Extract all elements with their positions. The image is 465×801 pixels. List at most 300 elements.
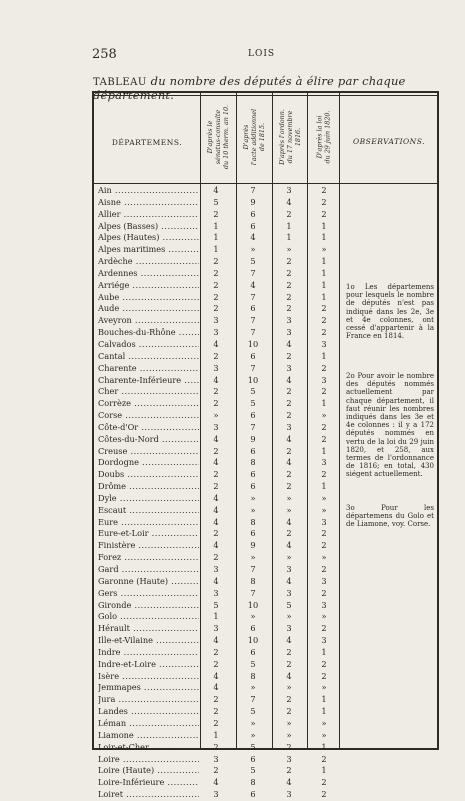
department-name: Côtes-du-Nord ..... [98, 434, 199, 446]
department-name: Bouches-du-Rhône ..... [98, 327, 199, 339]
deputy-count-col1: 3 [213, 753, 219, 764]
deputy-count-col3: 2 [286, 303, 292, 314]
deputy-count-col1: 2 [213, 694, 219, 705]
table-row [94, 339, 339, 351]
department-name: Allier ..... [98, 209, 199, 221]
deputy-count-col3: 3 [286, 587, 292, 598]
deputy-count-col3: 4 [286, 777, 292, 788]
deputy-count-col2: 6 [250, 220, 256, 231]
department-name: Hérault ..... [98, 623, 199, 635]
deputy-count-col1: 1 [213, 220, 219, 231]
deputy-count-col3: 2 [286, 528, 292, 539]
deputy-count-col2: 5 [250, 398, 256, 409]
table-row [94, 671, 339, 683]
department-name: Cher ..... [98, 386, 199, 398]
deputy-count-col3: 4 [286, 635, 292, 646]
department-name: Ardennes ..... [98, 268, 199, 280]
deputy-count-col3: » [286, 552, 292, 563]
table-row [94, 718, 339, 730]
deputy-count-col2: 7 [250, 291, 256, 302]
header-col3-text: D'après l'ordonn. du 17 novembre 1816. [277, 109, 302, 165]
deputy-count-col3: » [286, 682, 292, 693]
deputy-count-col4: 1 [321, 765, 327, 776]
table-row [94, 398, 339, 410]
department-name: Liamone ..... [98, 730, 199, 742]
deputy-count-col4: 3 [321, 374, 327, 385]
department-name: Gironde ..... [98, 600, 199, 612]
header-col3 [272, 97, 307, 177]
deputy-count-col3: 3 [286, 564, 292, 574]
deputy-count-col3: 3 [286, 421, 292, 432]
deputy-count-col4: 3 [321, 575, 327, 586]
deputy-count-col2: 6 [250, 789, 256, 800]
table-row [94, 446, 339, 458]
department-name: Garonne (Haute) ..... [98, 576, 199, 588]
deputy-count-col4: 3 [321, 599, 327, 610]
deputy-count-col1: 2 [213, 552, 219, 563]
deputy-count-col3: 4 [286, 516, 292, 527]
table-row [94, 386, 339, 398]
deputy-count-col2: » [250, 552, 256, 563]
running-head: LOIS [248, 49, 276, 59]
deputy-count-col1: 4 [213, 338, 219, 349]
deputy-count-col1: 3 [213, 623, 219, 634]
deputy-count-col2: 6 [250, 528, 256, 539]
header-col2 [236, 97, 272, 177]
deputy-count-col2: 5 [250, 256, 256, 267]
title-lead: TABLEAU [93, 77, 147, 88]
deputy-count-col1: 2 [213, 658, 219, 669]
deputies-table [92, 91, 439, 800]
deputy-count-col2: 9 [250, 196, 256, 207]
deputy-count-col1: 4 [213, 433, 219, 444]
table-row [94, 410, 339, 422]
table-row [94, 256, 339, 268]
header-col1-text: D'après le sénatus-consulte du 10 therm. an 10. [206, 104, 231, 170]
table-row [94, 694, 339, 706]
header-col2-text: D'après l'acte additionnel de 1815. [242, 108, 266, 166]
deputy-count-col3: » [286, 729, 292, 740]
deputy-count-col2: » [250, 729, 256, 740]
deputy-count-col1: 4 [213, 492, 219, 503]
deputy-count-col4: 1 [321, 350, 327, 361]
deputy-count-col1: 3 [213, 362, 219, 373]
deputy-count-col2: » [250, 492, 256, 503]
deputy-count-col4: 3 [321, 635, 327, 646]
table-row [94, 221, 339, 233]
department-name: Creuse ..... [98, 446, 199, 458]
deputy-count-col1: 1 [213, 232, 219, 243]
department-name: Landes ..... [98, 706, 199, 718]
department-name: Eure-et-Loir ..... [98, 528, 199, 540]
deputy-count-col4: 1 [321, 279, 327, 290]
deputy-count-col4: 2 [321, 185, 327, 195]
deputy-count-col4: 1 [321, 741, 327, 752]
deputy-count-col1: 2 [213, 256, 219, 267]
deputy-count-col4: » [321, 552, 327, 563]
deputy-count-col4: 1 [321, 220, 327, 231]
department-name: Jura ..... [98, 694, 199, 706]
deputy-count-col4: 1 [321, 398, 327, 409]
deputy-count-col3: 3 [286, 789, 292, 800]
deputy-count-col1: 1 [213, 729, 219, 740]
deputy-count-col4: 2 [321, 587, 327, 598]
table-row [94, 777, 339, 789]
deputy-count-col2: 10 [247, 635, 259, 646]
table-body [94, 185, 339, 801]
department-name: Alpes maritimes ..... [98, 244, 199, 256]
table-row [94, 244, 339, 256]
deputy-count-col3: 3 [286, 185, 292, 195]
deputy-count-col2: 7 [250, 421, 256, 432]
deputy-count-col3: 2 [286, 279, 292, 290]
deputy-count-col4: 2 [321, 564, 327, 574]
deputy-count-col1: 3 [213, 789, 219, 800]
table-row [94, 505, 339, 517]
deputy-count-col1: 3 [213, 587, 219, 598]
deputy-count-col1: 5 [213, 196, 219, 207]
department-name: Eure ..... [98, 517, 199, 529]
deputy-count-col2: 5 [250, 706, 256, 717]
deputy-count-col2: » [250, 244, 256, 255]
table-row [94, 268, 339, 280]
table-row [94, 232, 339, 244]
deputy-count-col2: » [250, 504, 256, 515]
deputy-count-col2: 6 [250, 481, 256, 492]
deputy-count-col4: » [321, 244, 327, 255]
department-name: Indre-et-Loire ..... [98, 659, 199, 671]
table-row [94, 682, 339, 694]
department-name: Forez ..... [98, 552, 199, 564]
deputy-count-col1: 2 [213, 386, 219, 397]
deputy-count-col4: 2 [321, 658, 327, 669]
deputy-count-col2: 8 [250, 516, 256, 527]
deputy-count-col1: 4 [213, 457, 219, 468]
deputy-count-col1: 4 [213, 635, 219, 646]
deputy-count-col1: 3 [213, 327, 219, 338]
table-row [94, 469, 339, 481]
department-name: Léman ..... [98, 718, 199, 730]
deputy-count-col4: » [321, 729, 327, 740]
table-row [94, 528, 339, 540]
deputy-count-col4: 2 [321, 528, 327, 539]
department-name: Aude ..... [98, 303, 199, 315]
deputy-count-col3: 3 [286, 315, 292, 326]
deputy-count-col1: 4 [213, 185, 219, 195]
deputy-count-col4: 2 [321, 315, 327, 326]
deputy-count-col2: 5 [250, 765, 256, 776]
deputy-count-col4: » [321, 492, 327, 503]
department-name: Charente-Inférieure ..... [98, 375, 199, 387]
deputy-count-col3: 4 [286, 338, 292, 349]
department-name: Charente ..... [98, 363, 199, 375]
table-row [94, 588, 339, 600]
table-row [94, 659, 339, 671]
department-name: Aube ..... [98, 292, 199, 304]
deputy-count-col2: 7 [250, 267, 256, 278]
deputy-count-col3: 2 [286, 398, 292, 409]
department-name: Loire-Inférieure ..... [98, 777, 199, 789]
deputy-count-col3: 4 [286, 575, 292, 586]
department-name: Isère ..... [98, 671, 199, 683]
table-row [94, 552, 339, 564]
department-name: Loire ..... [98, 754, 199, 766]
table-row [94, 765, 339, 777]
deputy-count-col4: 2 [321, 362, 327, 373]
deputy-count-col4: 3 [321, 457, 327, 468]
deputy-count-col4: 2 [321, 421, 327, 432]
deputy-count-col1: 2 [213, 303, 219, 314]
deputy-count-col3: 2 [286, 208, 292, 219]
department-name: Cantal ..... [98, 351, 199, 363]
deputy-count-col1: 4 [213, 516, 219, 527]
deputy-count-col3: 4 [286, 670, 292, 681]
department-name: Loire (Haute) ..... [98, 765, 199, 777]
deputy-count-col2: 10 [247, 599, 259, 610]
deputy-count-col1: 2 [213, 350, 219, 361]
deputy-count-col2: 7 [250, 587, 256, 598]
deputy-count-col3: » [286, 504, 292, 515]
table-row [94, 351, 339, 363]
department-name: Loiret ..... [98, 789, 199, 801]
department-name: Alpes (Basses) ..... [98, 221, 199, 233]
table-row [94, 540, 339, 552]
deputy-count-col3: 2 [286, 386, 292, 397]
observation-note-1: 1o Les départemens pour lesquels le nombre de députés n'est pas indiqué dans les 2e, 3e et 4e colonnes, ont cessé d'appartenir à la France en 1814. [346, 283, 434, 341]
department-name: Côte-d'Or ..... [98, 422, 199, 434]
table-row [94, 635, 339, 647]
deputy-count-col3: 2 [286, 694, 292, 705]
table-row [94, 517, 339, 529]
deputy-count-col2: 4 [250, 279, 256, 290]
deputy-count-col3: 4 [286, 374, 292, 385]
department-name: Jemmapes ..... [98, 682, 199, 694]
table-row [94, 292, 339, 304]
deputy-count-col2: 6 [250, 469, 256, 480]
deputy-count-col4: 1 [321, 445, 327, 456]
deputy-count-col3: 2 [286, 469, 292, 480]
department-name: Dordogne ..... [98, 457, 199, 469]
deputy-count-col1: 4 [213, 777, 219, 788]
deputy-count-col2: 7 [250, 694, 256, 705]
deputy-count-col4: 2 [321, 777, 327, 788]
deputy-count-col3: 2 [286, 706, 292, 717]
deputy-count-col2: 10 [247, 374, 259, 385]
table-row [94, 375, 339, 387]
deputy-count-col1: 3 [213, 315, 219, 326]
deputy-count-col2: » [250, 611, 256, 622]
department-name: Doubs ..... [98, 469, 199, 481]
table-row [94, 209, 339, 221]
deputy-count-col2: 7 [250, 185, 256, 195]
table-row [94, 315, 339, 327]
deputy-count-col4: 2 [321, 303, 327, 314]
table-row [94, 623, 339, 635]
deputy-count-col3: » [286, 611, 292, 622]
deputy-count-col2: 6 [250, 350, 256, 361]
table-row [94, 564, 339, 576]
table-row [94, 327, 339, 339]
deputy-count-col2: 8 [250, 457, 256, 468]
deputy-count-col4: 1 [321, 706, 327, 717]
deputy-count-col4: 1 [321, 291, 327, 302]
table-row [94, 434, 339, 446]
deputy-count-col2: 6 [250, 623, 256, 634]
deputy-count-col4: » [321, 611, 327, 622]
deputy-count-col3: 3 [286, 327, 292, 338]
department-name: Arriége ..... [98, 280, 199, 292]
deputy-count-col4: 1 [321, 694, 327, 705]
deputy-count-col4: 2 [321, 789, 327, 800]
deputy-count-col3: 2 [286, 658, 292, 669]
deputy-count-col1: 2 [213, 706, 219, 717]
deputy-count-col1: 2 [213, 528, 219, 539]
deputy-count-col2: » [250, 682, 256, 693]
observation-note-2: 2o Pour avoir le nombre des députés nommés actuellement par chaque département, il faut réunir les nombres indiqués dans les 3e et 4e colonnes : il y a 172 députés nommés en vertu de la loi du 29 juin 1820, et 258, aux termes de l'ordonnance de 1816; en total, 430 siégent actuellement. [346, 372, 434, 479]
deputy-count-col3: 3 [286, 362, 292, 373]
deputy-count-col4: 1 [321, 256, 327, 267]
deputy-count-col2: 10 [247, 338, 259, 349]
deputy-count-col2: 9 [250, 433, 256, 444]
header-observations: OBSERVATIONS. [353, 137, 425, 146]
deputy-count-col1: 2 [213, 469, 219, 480]
deputy-count-col1: 2 [213, 398, 219, 409]
department-name: Dyle ..... [98, 493, 199, 505]
department-name: Indre ..... [98, 647, 199, 659]
table-row [94, 185, 339, 197]
deputy-count-col3: 3 [286, 753, 292, 764]
deputy-count-col3: 2 [286, 741, 292, 752]
header-col4 [307, 97, 339, 177]
table-row [94, 742, 339, 754]
header-col4-text: D'après la loi du 29 juin 1820. [315, 110, 331, 164]
deputy-count-col4: 2 [321, 469, 327, 480]
deputy-count-col2: 7 [250, 327, 256, 338]
deputy-count-col4: » [321, 504, 327, 515]
deputy-count-col3: 4 [286, 433, 292, 444]
deputy-count-col1: 3 [213, 421, 219, 432]
deputy-count-col1: 4 [213, 540, 219, 551]
deputy-count-col4: 2 [321, 327, 327, 338]
deputy-count-col2: 5 [250, 386, 256, 397]
table-row [94, 730, 339, 742]
table-row [94, 611, 339, 623]
deputy-count-col1: 2 [213, 267, 219, 278]
deputy-count-col2: 5 [250, 741, 256, 752]
deputy-count-col1: » [213, 410, 219, 421]
deputy-count-col3: 2 [286, 646, 292, 657]
deputy-count-col1: 1 [213, 611, 219, 622]
deputy-count-col2: 9 [250, 540, 256, 551]
header-col1 [200, 97, 236, 177]
department-name: Calvados ..... [98, 339, 199, 351]
header-rule [94, 183, 437, 184]
table-row [94, 706, 339, 718]
deputy-count-col2: 7 [250, 362, 256, 373]
deputy-count-col1: 5 [213, 599, 219, 610]
deputy-count-col3: 2 [286, 410, 292, 421]
department-name: Aisne ..... [98, 197, 199, 209]
department-name: Golo ..... [98, 611, 199, 623]
table-row [94, 303, 339, 315]
department-name: Alpes (Hautes) ..... [98, 232, 199, 244]
deputy-count-col3: 2 [286, 256, 292, 267]
deputy-count-col3: » [286, 244, 292, 255]
department-name: Corse ..... [98, 410, 199, 422]
deputy-count-col4: 2 [321, 433, 327, 444]
deputy-count-col2: 6 [250, 753, 256, 764]
department-name: Loir-et-Cher ..... [98, 742, 199, 754]
deputy-count-col1: 1 [213, 244, 219, 255]
deputy-count-col3: 4 [286, 540, 292, 551]
deputy-count-col4: 2 [321, 386, 327, 397]
deputy-count-col4: 2 [321, 196, 327, 207]
deputy-count-col1: 4 [213, 504, 219, 515]
table-row [94, 280, 339, 292]
deputy-count-col2: 6 [250, 410, 256, 421]
department-name: Finistère ..... [98, 540, 199, 552]
table-row [94, 363, 339, 375]
deputy-count-col2: 7 [250, 315, 256, 326]
deputy-count-col1: 2 [213, 208, 219, 219]
deputy-count-col2: 6 [250, 208, 256, 219]
deputy-count-col4: » [321, 410, 327, 421]
deputy-count-col4: 1 [321, 481, 327, 492]
deputy-count-col3: 2 [286, 267, 292, 278]
deputy-count-col3: 2 [286, 350, 292, 361]
table-row [94, 197, 339, 209]
deputy-count-col2: 4 [250, 232, 256, 243]
table-row [94, 457, 339, 469]
table-row [94, 576, 339, 588]
deputy-count-col4: 2 [321, 623, 327, 634]
deputy-count-col2: 8 [250, 777, 256, 788]
page-number: 258 [92, 47, 117, 62]
deputy-count-col3: » [286, 717, 292, 728]
deputy-count-col1: 4 [213, 682, 219, 693]
deputy-count-col1: 2 [213, 717, 219, 728]
department-name: Escaut ..... [98, 505, 199, 517]
deputy-count-col4: » [321, 717, 327, 728]
table-row [94, 600, 339, 612]
deputy-count-col4: 1 [321, 646, 327, 657]
deputy-count-col3: 1 [286, 232, 292, 243]
department-name: Drôme ..... [98, 481, 199, 493]
deputy-count-col3: 3 [286, 623, 292, 634]
deputy-count-col4: 3 [321, 516, 327, 527]
deputy-count-col2: 8 [250, 575, 256, 586]
deputy-count-col4: 2 [321, 540, 327, 551]
observation-note-3: 3o Pour les départemens du Golo et de Liamone, voy. Corse. [346, 504, 434, 529]
title-rest: du nombre des députés à élire par chaque département. [93, 74, 406, 102]
deputy-count-col2: » [250, 717, 256, 728]
deputy-count-col1: 2 [213, 445, 219, 456]
deputy-count-col1: 2 [213, 646, 219, 657]
department-name: Ain ..... [98, 185, 199, 197]
deputy-count-col2: 5 [250, 658, 256, 669]
deputy-count-col4: 2 [321, 670, 327, 681]
deputy-count-col4: » [321, 682, 327, 693]
department-name: Corrèze ..... [98, 398, 199, 410]
deputy-count-col3: 1 [286, 220, 292, 231]
deputy-count-col4: 2 [321, 753, 327, 764]
table-row [94, 481, 339, 493]
department-name: Aveyron ..... [98, 315, 199, 327]
table-row [94, 754, 339, 766]
deputy-count-col3: 4 [286, 457, 292, 468]
deputy-count-col2: 8 [250, 670, 256, 681]
column-rule [339, 93, 340, 748]
